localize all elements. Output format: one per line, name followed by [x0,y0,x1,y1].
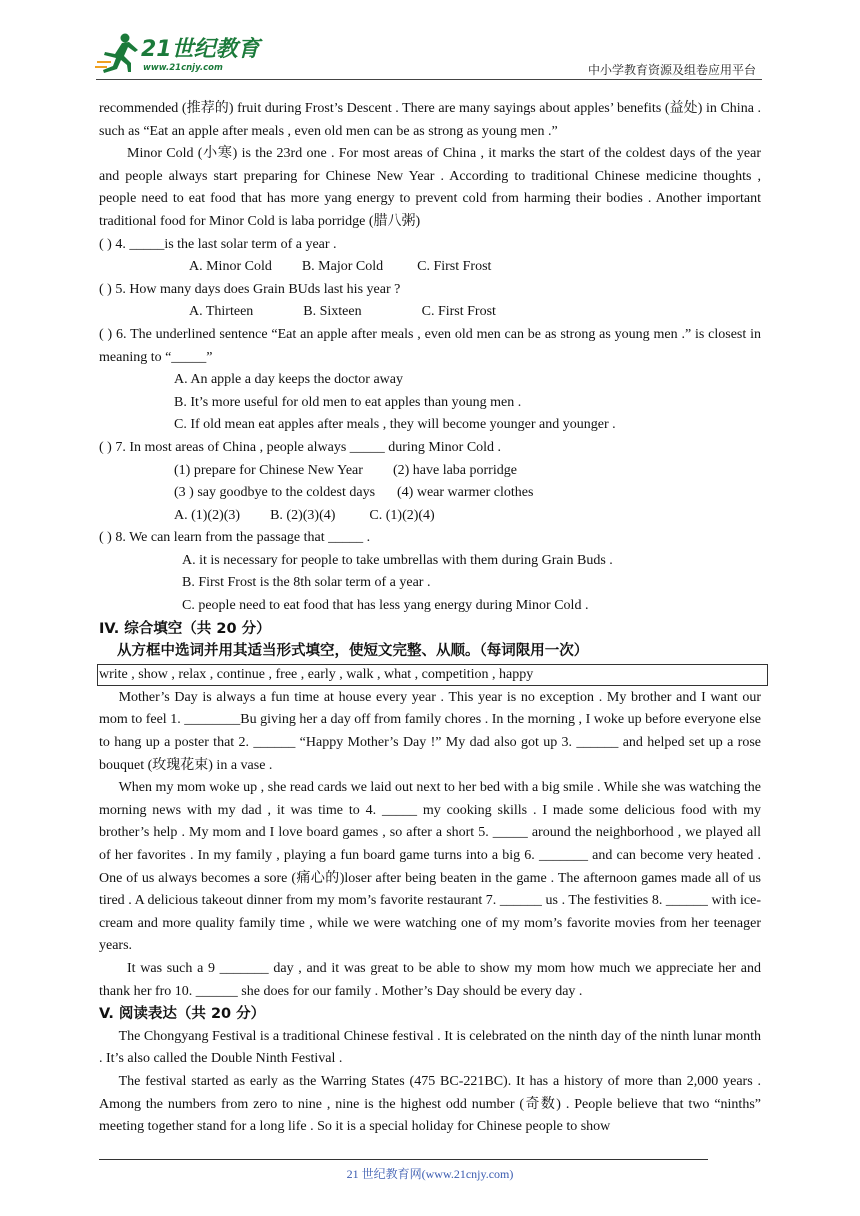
option-a: A. (1)(2)(3) [174,507,241,523]
question-6-option-b: B. It’s more useful for old men to eat apples than young men . [174,394,522,410]
question-7-options [99,505,761,528]
logo-url: www.21cnjy.com [143,63,223,73]
option-c: C. First Frost [421,304,496,320]
question-6-stem: ( ) 6. The underlined sentence “Eat an apple after meals , even old men can be as strong as young men .” is closest in meaning to “_____” [99,326,761,365]
section-4-instruction: 从方框中选词并用其适当形式填空，使短文完整、从顺。（每词限用一次） [117,643,589,660]
question-7-stem: ( ) 7. In most areas of China , people always _____ during Minor Cold . [99,439,502,455]
document-body [99,98,761,1139]
passage-paragraph: recommended (推荐的) fruit during Frost’s Descent . There are many sayings about apples’ benefits (益处) in China . such as “Eat an apple after meals , even old men can be as strong as young men .” [99,101,761,139]
statement-2: (2) have laba porridge [392,462,517,478]
question-6-option-c: C. If old mean eat apples after meals , they will become younger and younger . [174,417,616,433]
option-b: B. Major Cold [301,259,384,275]
statement-3: (3 ) say goodbye to the coldest days [174,485,376,501]
site-logo [95,30,265,78]
question-7-statements [99,482,761,505]
option-b: B. (2)(3)(4) [270,507,336,523]
statement-4: (4) wear warmer clothes [397,485,534,501]
logo-text: 21世纪教育 [141,37,260,62]
page-header [0,0,860,80]
question-5-options [99,301,761,324]
option-b: B. Sixteen [303,304,362,320]
cloze-paragraph: It was such a 9 _______ day , and it was great to be able to show my mom how much we appreciate her and thank her fro 10. ______ she does for our family . Mother’s Day should be every day . [99,960,761,999]
section-5-title: V. 阅读表达（共 20 分） [99,1006,266,1023]
option-a: A. Minor Cold [189,259,272,275]
cloze-paragraph: When my mom woke up , she read cards we laid out next to her bed with a big smile . While she was watching the morning news with my dad , it was time to 4. _____ my cooking skills . I made some delicious food with my brother’s help . My mom and I love board games , so after a short 5. _____ around the neighborhood , we played all of her favorites . In my family , playing a fun board game turns into a big 6. _______ and can become very heated . One of us always becomes a sore (痛心的)loser after being beaten in the game . The afternoon games made all of us tired . A delicious takeout dinner from my mom’s favorite restaurant 7. ______ us . The festivities 8. ______ with ice-cream and more quality family time , while we were watching one of my mom’s favorite movies from her teenager years. [99,780,761,954]
cloze-paragraph: Mother’s Day is always a fun time at house every year . This year is no exception . My brother and I want our mom to feel 1. ________Bu giving her a day off from family chores . In the morning , I woke up before everyone else to hang up a poster that 2. ______ “Happy Mother’s Day !” My dad also got up 3. ______ and helped set up a rose bouquet (玫瑰花束) in a vase . [99,689,761,773]
question-6-option-a: A. An apple a day keeps the doctor away [174,372,403,388]
platform-name: 中小学教育资源及组卷应用平台 [587,63,756,77]
option-a: A. Thirteen [189,304,254,320]
reading-paragraph: The festival started as early as the Warring States (475 BC-221BC). It has a history of more than 2,000 years . Among the numbers from zero to nine , nine is the highest odd number (奇数) . People believe that two “ninths” meeting together stand for a long life . So it is a special holiday for Chinese people to show [99,1073,761,1135]
question-8-option-a: A. it is necessary for people to take umbrellas with them during Grain Buds . [182,552,613,568]
question-8-option-b: B. First Frost is the 8th solar term of a year . [182,575,431,591]
question-7-statements [99,460,761,483]
footer-text: 21 世纪教育网(www.21cnjy.com) [346,1167,514,1181]
question-4-options [99,256,761,279]
passage-paragraph: Minor Cold (小寒) is the 23rd one . For most areas of China , it marks the start of the coldest days of the year and people always start preparing for Chinese New Year . According to traditional Chinese medicine thoughts , people need to eat food that has more yang energy to prevent cold from harming their bodies . Another important traditional food for Minor Cold is laba porridge (腊八粥) [99,146,761,229]
word-box: write , show , relax , continue , free , early , walk , what , competition , happy [97,664,768,686]
footer-divider [99,1159,708,1160]
question-5-stem: ( ) 5. How many days does Grain BUds last his year ? [99,281,401,297]
question-4-stem: ( ) 4. _____is the last solar term of a year . [99,236,337,252]
question-8-stem: ( ) 8. We can learn from the passage that _____ . [99,530,371,546]
section-4-title: IV. 综合填空（共 20 分） [99,620,271,637]
reading-paragraph: The Chongyang Festival is a traditional Chinese festival . It is celebrated on the ninth day of the ninth lunar month . It’s also called the Double Ninth Festival . [99,1028,761,1067]
option-c: C. (1)(2)(4) [369,507,435,523]
header-divider [96,79,762,80]
statement-1: (1) prepare for Chinese New Year [174,462,363,478]
runner-logo-icon [95,32,143,74]
question-8-option-c: C. people need to eat food that has less yang energy during Minor Cold . [182,598,589,614]
option-c: C. First Frost [417,259,492,275]
